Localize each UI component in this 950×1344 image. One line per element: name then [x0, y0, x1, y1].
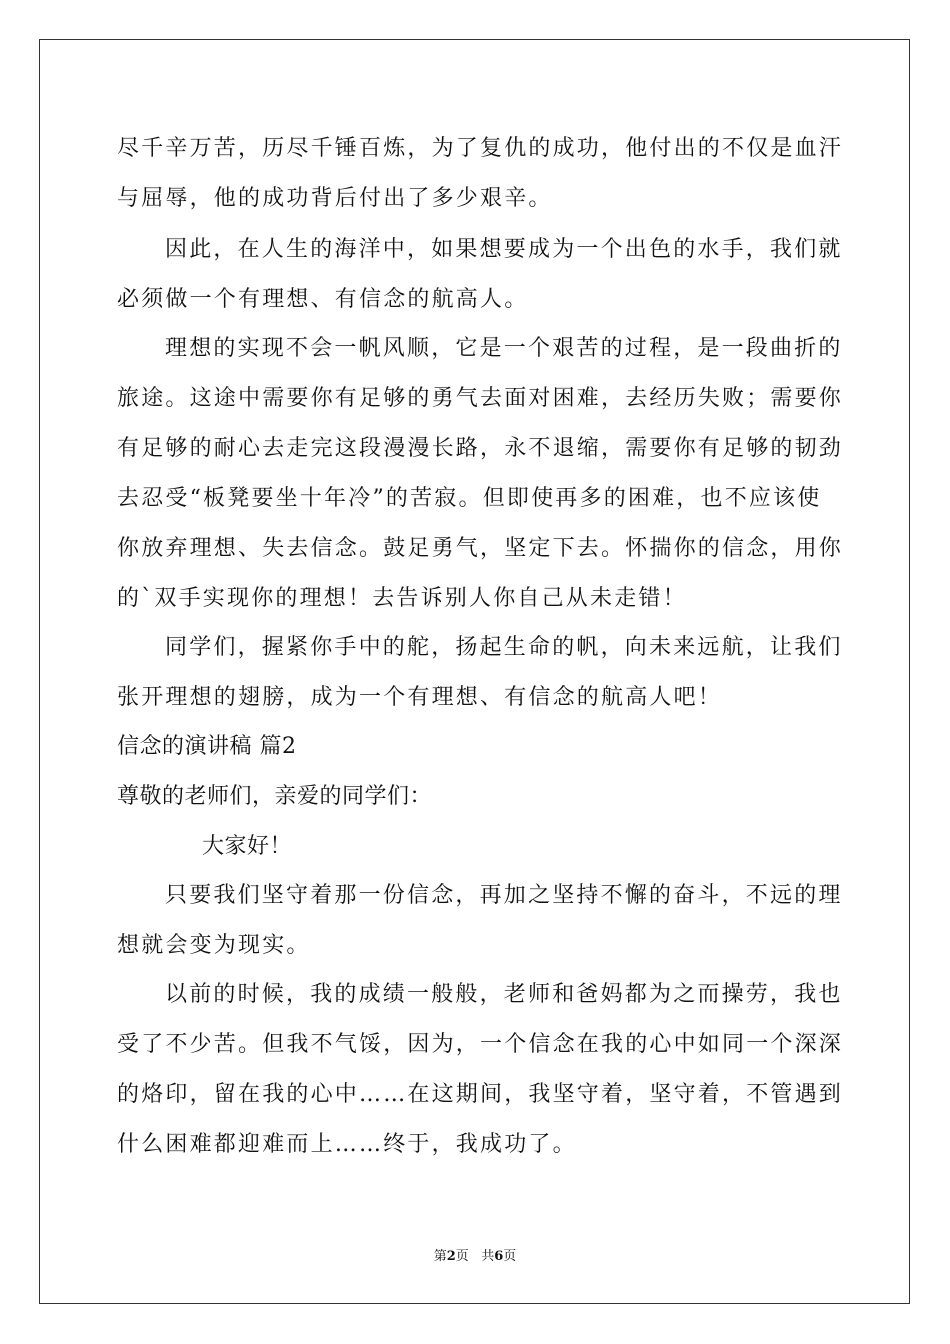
text-line: 理想的实现不会一帆风顺，它是一个艰苦的过程，是一段曲折的: [165, 336, 843, 361]
total-pages: 6: [494, 1249, 504, 1264]
text-line: 以前的时候，我的成绩一般般，老师和爸妈都为之而操劳，我也: [165, 982, 843, 1007]
text-line: 张开理想的翅膀，成为一个有理想、有信念的航高人吧！: [117, 685, 723, 710]
text-line: 去忍受“板凳要坐十年冷”的苦寂。但即使再多的困难，也不应该使: [117, 486, 822, 511]
page-footer: [0, 1248, 950, 1266]
total-suffix: 页: [503, 1249, 517, 1264]
text-line: 的`双手实现你的理想！去告诉别人你自己从未走错！: [117, 586, 687, 611]
page-number: 2: [446, 1249, 456, 1264]
text-line: 的烙印，留在我的心中……在这期间，我坚守着，坚守着，不管遇到: [117, 1082, 844, 1107]
greeting: 大家好！: [202, 834, 293, 859]
text-line: 与屈辱，他的成功背后付出了多少艰辛。: [117, 186, 553, 211]
text-line: 你放弃理想、失去信念。鼓足勇气，坚定下去。怀揣你的信念，用你: [117, 536, 844, 561]
text-line: 有足够的耐心去走完这段漫漫长路，永不退缩，需要你有足够的韧劲: [117, 436, 844, 461]
page-prefix: 第: [433, 1249, 447, 1264]
text-line: 什么困难都迎难而上……终于，我成功了。: [117, 1132, 577, 1157]
text-line: 只要我们坚守着那一份信念，再加之坚持不懈的奋斗，不远的理: [165, 883, 843, 908]
section-heading: 信念的演讲稿 篇2: [117, 734, 297, 759]
text-line: 旅途。这途中需要你有足够的勇气去面对困难，去经历失败；需要你: [117, 386, 844, 411]
total-prefix: 共: [481, 1249, 495, 1264]
page-suffix: 页: [455, 1249, 469, 1264]
text-line: 尽千辛万苦，历尽千锤百炼，为了复仇的成功，他付出的不仅是血汗: [117, 136, 844, 161]
text-line: 必须做一个有理想、有信念的航高人。: [117, 287, 529, 312]
text-line: 同学们，握紧你手中的舵，扬起生命的帆，向未来远航，让我们: [165, 635, 843, 660]
salutation: 尊敬的老师们，亲爱的同学们：: [117, 784, 433, 809]
text-line: 想就会变为现实。: [117, 933, 311, 958]
text-line: 受了不少苦。但我不气馁，因为，一个信念在我的心中如同一个深深: [117, 1032, 844, 1057]
page-border: [39, 39, 910, 1304]
text-line: 因此，在人生的海洋中，如果想要成为一个出色的水手，我们就: [165, 237, 843, 262]
